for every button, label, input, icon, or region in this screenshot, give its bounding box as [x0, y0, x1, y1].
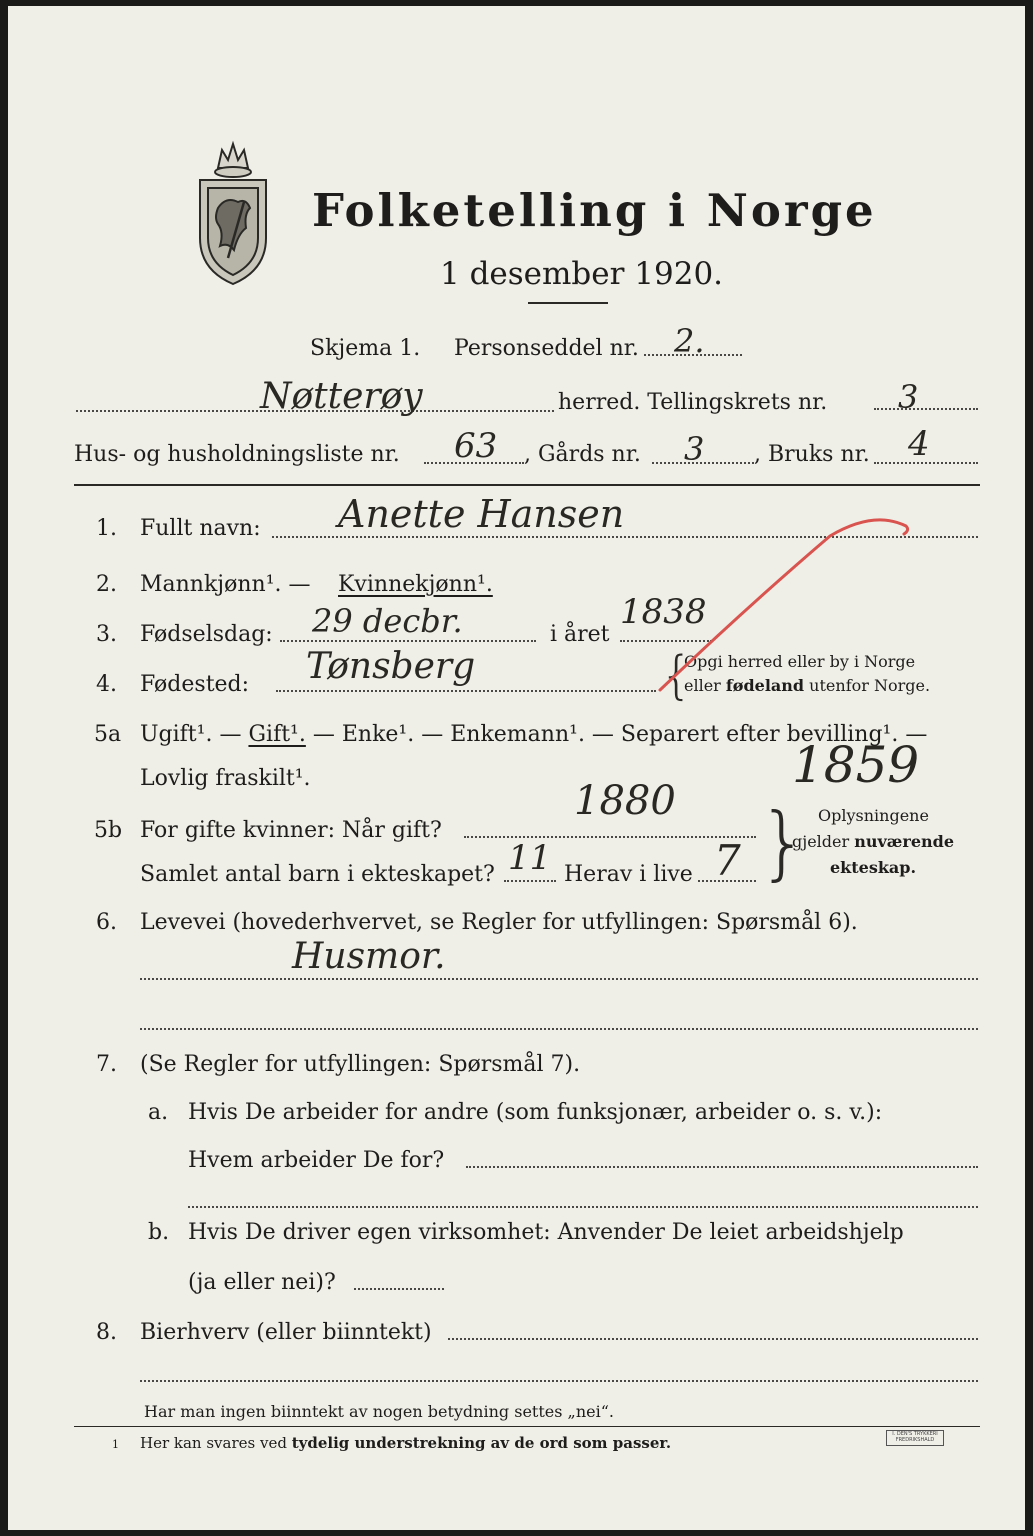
q1-label: Fullt navn: — [140, 516, 261, 541]
q3-number: 3. — [96, 622, 117, 647]
q5b-brace: } — [758, 796, 809, 889]
footer-rule — [74, 1426, 980, 1427]
q7a-line2 — [188, 1206, 978, 1208]
printer-stamp: I. DEN'S TRYKKERI FREDRIKSHALD — [886, 1430, 944, 1446]
tellingskrets-line — [874, 408, 978, 410]
census-form — [8, 6, 1025, 1530]
q4-label: Fødested: — [140, 672, 250, 697]
occupation-value: Husmor. — [292, 936, 446, 977]
form-title: Folketelling i Norge — [312, 184, 877, 237]
q5b-note-line3: ekteskap. — [830, 858, 917, 877]
children-total-value: 11 — [508, 838, 552, 878]
birthplace-value: Tønsberg — [306, 646, 476, 687]
q7a-question: Hvem arbeider De for? — [188, 1148, 445, 1173]
footnote-number: 1 — [112, 1438, 119, 1451]
q7b-question: (ja eller nei)? — [188, 1270, 336, 1295]
hus-value: 63 — [454, 426, 498, 466]
q2-male-label: Mannkjønn¹. — — [140, 572, 311, 597]
q2-number: 2. — [96, 572, 117, 597]
q7-label: (Se Regler for utfyllingen: Spørsmål 7). — [140, 1052, 581, 1077]
q5b-married-label: For gifte kvinner: Når gift? — [140, 818, 442, 843]
personseddel-value: 2. — [674, 322, 705, 360]
q8-line2 — [140, 1380, 978, 1382]
gards-value: 3 — [684, 430, 705, 468]
q7a-letter: a. — [148, 1100, 169, 1125]
q5a-divorced-label: Lovlig fraskilt¹. — [140, 766, 311, 791]
skjema-label: Skjema 1. — [310, 336, 421, 361]
gards-label: , Gårds nr. — [524, 442, 641, 467]
q7-number: 7. — [96, 1052, 117, 1077]
q5b-children-label: Samlet antal barn i ekteskapet? — [140, 862, 495, 887]
q5b-alive-label: Herav i live — [564, 862, 693, 887]
q1-number: 1. — [96, 516, 117, 541]
q4-number: 4. — [96, 672, 117, 697]
personseddel-label: Personseddel nr. — [454, 336, 639, 361]
q4-note-line1: Opgi herred eller by i Norge — [684, 652, 916, 671]
q3-label: Fødselsdag: — [140, 622, 273, 647]
q6-number: 6. — [96, 910, 117, 935]
q5a-number: 5a — [94, 722, 122, 747]
q4-line — [276, 690, 656, 692]
red-check-mark — [648, 506, 948, 706]
q7b-letter: b. — [148, 1220, 170, 1245]
q7b-line — [354, 1288, 444, 1290]
tellingskrets-value: 3 — [898, 378, 919, 416]
q6-label: Levevei (hovederhvervet, se Regler for utfyllingen: Spørsmål 6). — [140, 910, 858, 935]
q5a-annotation: 1859 — [792, 736, 920, 794]
q4-note-line2: eller fødeland utenfor Norge. — [684, 676, 931, 695]
norwegian-coat-of-arms-icon — [188, 138, 278, 288]
q3-year-label: i året — [550, 622, 610, 647]
bruks-label: , Bruks nr. — [754, 442, 870, 467]
footnote-text: Her kan svares ved tydelig understrekning av de ord som passer. — [140, 1434, 672, 1452]
herred-label: herred. Tellingskrets nr. — [558, 390, 828, 415]
q6-line1 — [140, 978, 978, 980]
q5b-number: 5b — [94, 818, 123, 843]
q8-number: 8. — [96, 1320, 117, 1345]
herred-value: Nøtterøy — [260, 376, 423, 417]
married-year-value: 1880 — [574, 778, 676, 824]
q7b-text: Hvis De driver egen virksomhet: Anvender De leiet arbeidshjelp — [188, 1220, 904, 1245]
q8-line — [448, 1338, 978, 1340]
census-date: 1 desember 1920. — [440, 256, 724, 292]
full-name-value: Anette Hansen — [338, 492, 625, 536]
q6-line2 — [140, 1028, 978, 1030]
bruks-value: 4 — [908, 424, 930, 464]
q2-female-label: Kvinnekjønn¹. — [338, 572, 493, 597]
q5b-note-line1: Oplysningene — [818, 806, 929, 825]
q8-label: Bierhverv (eller biinntekt) — [140, 1320, 432, 1345]
q5b-note-line2: gjelder nuværende — [792, 832, 955, 851]
birth-year-value: 1838 — [620, 592, 707, 632]
children-alive-value: 7 — [714, 836, 741, 885]
birthday-value: 29 decbr. — [312, 602, 463, 640]
hus-label: Hus- og husholdningsliste nr. — [74, 442, 400, 467]
q4-brace: { — [660, 646, 694, 706]
header-rule — [74, 484, 980, 486]
q3-birthday-line — [280, 640, 536, 642]
title-divider — [528, 302, 608, 304]
q7a-text: Hvis De arbeider for andre (som funksjonær, arbeider o. s. v.): — [188, 1100, 883, 1125]
no-income-note: Har man ingen biinntekt av nogen betydning settes „nei“. — [144, 1402, 614, 1421]
q5b-children-line — [504, 880, 556, 882]
q7a-line — [466, 1166, 978, 1168]
q5a-options: Ugift¹. — Gift¹. — Enke¹. — Enkemann¹. — Separert efter bevilling¹. — — [140, 722, 928, 747]
